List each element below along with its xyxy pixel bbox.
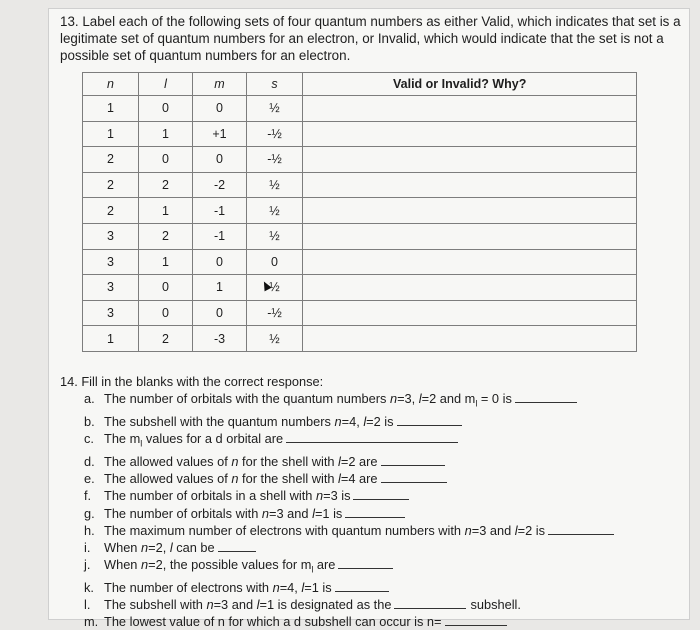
cell-valid-answer[interactable] — [303, 326, 637, 352]
cell-n: 1 — [83, 121, 139, 147]
header-m: m — [193, 73, 247, 96]
cell-m: -1 — [193, 223, 247, 249]
header-l: l — [139, 73, 193, 96]
item-letter: k. — [84, 579, 94, 595]
cell-valid-answer[interactable] — [303, 249, 637, 275]
variable-l: l — [514, 522, 518, 538]
answer-blank[interactable] — [218, 540, 256, 552]
cell-l: 1 — [139, 121, 193, 147]
cell-s: ½ — [247, 198, 303, 224]
cell-s: ½ — [247, 223, 303, 249]
variable-n: n — [464, 522, 472, 538]
item-text: The subshell with the quantum numbers — [104, 413, 335, 429]
cell-l: 1 — [139, 198, 193, 224]
item-text: =4 are — [340, 471, 378, 487]
item-text: =3, — [397, 391, 419, 407]
variable-l: l — [312, 505, 315, 521]
cell-n: 3 — [83, 275, 139, 301]
item-text: The allowed values of — [104, 471, 232, 487]
answer-blank[interactable] — [394, 597, 466, 609]
list-item — [84, 613, 690, 630]
table-row — [83, 300, 637, 326]
variable-n: n — [141, 557, 149, 573]
cell-s: ½ — [247, 275, 303, 301]
answer-blank[interactable] — [381, 471, 447, 483]
cell-m: 0 — [193, 147, 247, 173]
variable-l: l — [256, 597, 260, 613]
question-14-list — [60, 390, 690, 630]
item-text: =2 and m — [421, 391, 476, 407]
item-text: =2, the possible values for m — [148, 557, 312, 573]
variable-n: n — [315, 488, 324, 504]
item-letter: j. — [84, 557, 91, 573]
cell-l: 2 — [139, 172, 193, 198]
cell-n: 2 — [83, 198, 139, 224]
item-letter: c. — [84, 431, 94, 447]
cell-l: 0 — [139, 147, 193, 173]
item-letter: b. — [84, 413, 95, 429]
item-text: =2, — [148, 539, 170, 555]
item-text: =3 is — [323, 488, 351, 504]
answer-blank[interactable] — [345, 506, 405, 518]
item-text: =3 and — [269, 505, 313, 521]
list-item — [84, 390, 690, 413]
cell-n: 2 — [83, 147, 139, 173]
cell-s: ½ — [247, 96, 303, 122]
cell-l: 1 — [139, 249, 193, 275]
table-row — [83, 121, 637, 147]
list-item — [84, 539, 690, 556]
cell-l: 2 — [139, 326, 193, 352]
cell-n: 1 — [83, 326, 139, 352]
item-letter: i. — [84, 539, 91, 555]
item-text: The number of orbitals with the quantum numbers — [104, 391, 390, 407]
question-13-text: 13. Label each of the following sets of four quantum numbers as either Valid, which indicates that set is a legitimate set of quantum numbers for an electron, or Invalid, which would indicate that the set is not a possible set of quantum numbers for an electron. — [60, 14, 681, 63]
cell-s: ½ — [247, 172, 303, 198]
variable-n: n — [272, 579, 280, 595]
item-text: are — [313, 557, 336, 573]
table-header-row — [83, 73, 637, 96]
item-text: The m — [104, 431, 141, 447]
table-row — [83, 326, 637, 352]
item-letter: h. — [84, 522, 95, 538]
cell-n: 1 — [83, 96, 139, 122]
item-text: =1 is — [314, 505, 343, 521]
item-text: values for a d orbital are — [142, 431, 284, 447]
table-row — [83, 147, 637, 173]
variable-l: l — [338, 453, 341, 469]
answer-blank[interactable] — [286, 431, 458, 443]
item-text: When — [104, 539, 141, 555]
list-item — [84, 430, 690, 453]
variable-l: l — [338, 471, 341, 487]
item-letter: d. — [84, 453, 95, 469]
answer-blank[interactable] — [397, 414, 462, 426]
variable-n: n — [141, 539, 149, 555]
cell-n: 3 — [83, 249, 139, 275]
answer-blank[interactable] — [338, 557, 393, 569]
item-text: for the shell with — [238, 453, 339, 469]
list-item — [84, 487, 690, 504]
item-text: The number of orbitals with — [104, 505, 262, 521]
variable-n: n — [206, 597, 214, 613]
cell-valid-answer[interactable] — [303, 223, 637, 249]
item-text: When — [104, 557, 141, 573]
variable-n: n — [389, 391, 398, 407]
list-item — [84, 453, 690, 470]
item-text: for the shell with — [238, 471, 339, 487]
item-text: can be — [172, 539, 215, 555]
cell-s: -½ — [247, 300, 303, 326]
item-text: The maximum number of electrons with quantum numbers with — [104, 522, 465, 538]
answer-blank[interactable] — [515, 391, 577, 403]
variable-l: l — [363, 413, 367, 429]
table-row — [83, 223, 637, 249]
table-row — [83, 275, 637, 301]
item-letter: g. — [84, 505, 95, 521]
item-letter: m. — [84, 614, 99, 630]
cell-m: 0 — [193, 300, 247, 326]
answer-blank[interactable] — [445, 614, 507, 626]
item-letter: l. — [84, 597, 91, 613]
list-item — [84, 596, 690, 613]
table-row — [83, 198, 637, 224]
header-s: s — [247, 73, 303, 96]
item-text: = 0 is — [477, 391, 512, 407]
list-item — [84, 556, 690, 579]
cell-n: 2 — [83, 172, 139, 198]
item-text: The allowed values of — [104, 453, 232, 469]
question-14 — [60, 373, 690, 630]
list-item — [84, 505, 690, 522]
subscript-l: l — [311, 564, 314, 575]
table-row — [83, 96, 637, 122]
table-row — [83, 172, 637, 198]
item-text: =1 is designated as the — [259, 597, 392, 613]
cell-valid-answer[interactable] — [303, 172, 637, 198]
header-valid-invalid: Valid or Invalid? Why? — [303, 73, 637, 96]
item-text: =2 are — [340, 453, 378, 469]
table-row — [83, 249, 637, 275]
variable-l: l — [418, 391, 422, 407]
cell-m: +1 — [193, 121, 247, 147]
cell-m: 0 — [193, 96, 247, 122]
list-item — [84, 413, 690, 430]
cell-valid-answer[interactable] — [303, 275, 637, 301]
cell-n: 3 — [83, 223, 139, 249]
variable-l: l — [169, 539, 173, 555]
list-item — [84, 579, 690, 596]
variable-n: n — [334, 413, 342, 429]
variable-n: n — [231, 453, 239, 469]
cell-l: 0 — [139, 300, 193, 326]
item-text: The number of orbitals in a shell with — [104, 488, 316, 504]
item-text: The subshell with — [104, 597, 207, 613]
cell-m: -1 — [193, 198, 247, 224]
cell-s: -½ — [247, 121, 303, 147]
item-text: =3 and — [471, 522, 515, 538]
cell-m: 1 — [193, 275, 247, 301]
header-n: n — [83, 73, 139, 96]
variable-n: n — [231, 471, 239, 487]
answer-blank[interactable] — [548, 523, 614, 535]
item-text: The number of electrons with — [104, 579, 273, 595]
cell-valid-answer[interactable] — [303, 198, 637, 224]
answer-blank[interactable] — [381, 454, 445, 466]
cell-s: -½ — [247, 147, 303, 173]
cell-s: 0 — [247, 249, 303, 275]
cell-l: 0 — [139, 275, 193, 301]
item-letter: e. — [84, 471, 95, 487]
item-text: =2 is — [517, 522, 546, 538]
variable-n: n — [261, 505, 270, 521]
cell-valid-answer[interactable] — [303, 147, 637, 173]
item-text: =3 and — [213, 597, 257, 613]
item-text: The lowest value of n for which a d subshell can occur is n= — [104, 614, 442, 630]
subscript-l: l — [140, 438, 143, 449]
cell-valid-answer[interactable] — [303, 96, 637, 122]
answer-blank[interactable] — [335, 580, 389, 592]
item-text: =4, — [341, 413, 364, 429]
variable-l: l — [301, 579, 305, 595]
question-14-title: 14. Fill in the blanks with the correct response: — [60, 374, 324, 389]
cell-valid-answer[interactable] — [303, 300, 637, 326]
list-item — [84, 470, 690, 487]
quantum-numbers-table — [82, 72, 637, 352]
cell-l: 0 — [139, 96, 193, 122]
item-text: =2 is — [366, 413, 394, 429]
list-item — [84, 522, 690, 539]
cell-l: 2 — [139, 223, 193, 249]
subscript-l: l — [475, 398, 478, 409]
cell-m: -2 — [193, 172, 247, 198]
cell-m: 0 — [193, 249, 247, 275]
cell-n: 3 — [83, 300, 139, 326]
cell-s: ½ — [247, 326, 303, 352]
cell-m: -3 — [193, 326, 247, 352]
answer-blank[interactable] — [353, 488, 409, 500]
item-text: =1 is — [304, 579, 332, 595]
item-tail-text: subshell. — [470, 597, 521, 613]
item-letter: f. — [84, 488, 92, 504]
item-text: =4, — [279, 579, 302, 595]
cell-valid-answer[interactable] — [303, 121, 637, 147]
item-letter: a. — [84, 391, 95, 407]
